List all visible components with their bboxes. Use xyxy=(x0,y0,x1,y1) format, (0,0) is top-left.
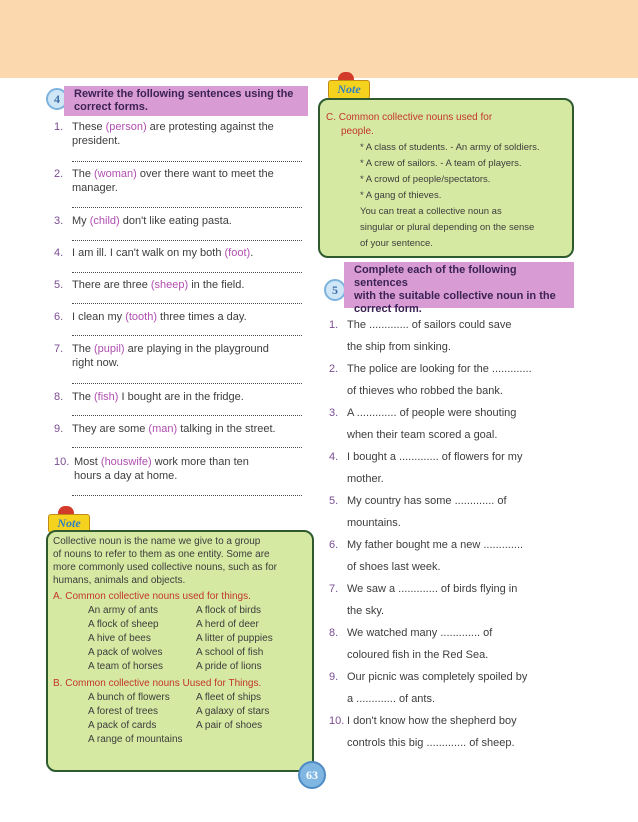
item-number: 8. xyxy=(54,391,64,403)
highlight-word: (child) xyxy=(89,215,120,227)
item-number: 3. xyxy=(329,407,339,419)
item-text: My xyxy=(72,215,90,227)
item-text: These xyxy=(72,121,106,133)
section-b-heading: B. Common collective nouns Uused for Things. xyxy=(53,678,262,689)
item-text: We watched many ............. of xyxy=(347,627,493,639)
item-text: talking in the street. xyxy=(177,423,276,435)
item-number: 7. xyxy=(329,583,339,595)
item-text: A ............. of people were shouting xyxy=(347,407,517,419)
page-number: 63 xyxy=(298,761,326,789)
item-text: of thieves who robbed the bank. xyxy=(347,385,503,397)
note-label: Note xyxy=(48,514,90,533)
answer-line[interactable] xyxy=(72,239,302,241)
item-number: 2. xyxy=(54,168,64,180)
collective-noun: A flock of sheep xyxy=(88,619,159,630)
item-text: controls this big ............. of sheep. xyxy=(347,737,515,749)
answer-line[interactable] xyxy=(72,271,302,273)
note-text: * A gang of thieves. xyxy=(360,190,442,201)
highlight-word: (person) xyxy=(105,121,147,133)
collective-noun: A pair of shoes xyxy=(196,720,263,731)
item-number: 8. xyxy=(329,627,339,639)
item-text: right now. xyxy=(72,357,120,369)
item-number: 10. xyxy=(54,456,70,468)
collective-noun: A pack of cards xyxy=(88,720,157,731)
item-number: 7. xyxy=(54,343,64,355)
item-number: 9. xyxy=(54,423,64,435)
collective-noun: A team of horses xyxy=(88,661,164,672)
note-label: Note xyxy=(328,80,370,99)
answer-line[interactable] xyxy=(72,382,302,384)
note-text: singular or plural depending on the sense xyxy=(360,222,535,233)
collective-noun: A hive of bees xyxy=(88,633,151,644)
item-text: There are three xyxy=(72,279,151,291)
item-text: of shoes last week. xyxy=(347,561,441,573)
item-number: 5. xyxy=(329,495,339,507)
note-text: of your sentence. xyxy=(360,238,433,249)
item-number: 5. xyxy=(54,279,64,291)
item-text: when their team scored a goal. xyxy=(347,429,498,441)
item-text: Most xyxy=(74,456,101,468)
highlight-word: (houswife) xyxy=(100,456,152,468)
collective-noun: A pride of lions xyxy=(196,661,262,672)
collective-noun: A school of fish xyxy=(196,647,264,658)
note-text: of nouns to refer to them as one entity. Some are xyxy=(53,549,270,560)
collective-noun: An army of ants xyxy=(88,605,159,616)
item-number: 1. xyxy=(329,319,339,331)
item-number: 4. xyxy=(54,247,64,259)
item-text: over there want to meet the xyxy=(136,168,274,180)
item-number: 3. xyxy=(54,215,64,227)
item-text: The ............. of sailors could save xyxy=(347,319,512,331)
exercise-4-number: 4 xyxy=(46,88,68,110)
item-text: We saw a ............. of birds flying in xyxy=(347,583,518,595)
exercise-5-heading-line: with the suitable collective noun in the xyxy=(354,290,556,302)
highlight-word: (tooth) xyxy=(125,311,157,323)
item-text: My father bought me a new ............. xyxy=(347,539,524,551)
collective-noun: A flock of birds xyxy=(196,605,262,616)
item-text: I bought are in the fridge. xyxy=(118,391,244,403)
item-number: 4. xyxy=(329,451,339,463)
exercise-5-heading-line: correct form. xyxy=(354,303,422,315)
exercise-5-number: 5 xyxy=(324,279,346,301)
item-text: The xyxy=(72,343,95,355)
item-text: president. xyxy=(72,135,121,147)
item-text: coloured fish in the Red Sea. xyxy=(347,649,489,661)
answer-line[interactable] xyxy=(72,160,302,162)
item-text: I bought a ............. of flowers for my xyxy=(347,451,523,463)
answer-line[interactable] xyxy=(72,334,302,336)
item-text: in the field. xyxy=(188,279,245,291)
item-text: mountains. xyxy=(347,517,401,529)
note-text: Collective noun is the name we give to a group xyxy=(53,536,261,547)
note-text: You can treat a collective noun as xyxy=(360,206,502,217)
collective-noun: A range of mountains xyxy=(88,734,183,745)
item-text: My country has some ............. of xyxy=(347,495,507,507)
item-text: The police are looking for the ............. xyxy=(347,363,532,375)
item-text: are protesting against the xyxy=(146,121,274,133)
highlight-word: (pupil) xyxy=(94,343,125,355)
answer-line[interactable] xyxy=(72,206,302,208)
note-text: humans, animals and objects. xyxy=(53,575,186,586)
item-text: a ............. of ants. xyxy=(347,693,436,705)
section-c-heading: people. xyxy=(341,126,374,137)
answer-line[interactable] xyxy=(72,494,302,496)
section-c-heading: C. Common collective nouns used for xyxy=(326,112,493,123)
section-a-heading: A. Common collective nouns used for things. xyxy=(53,591,251,602)
item-text: Our picnic was completely spoiled by xyxy=(347,671,528,683)
collective-noun: A galaxy of stars xyxy=(196,706,270,717)
highlight-word: (foot) xyxy=(224,247,251,259)
collective-noun: A forest of trees xyxy=(88,706,159,717)
item-text: work more than ten xyxy=(151,456,249,468)
item-text: don't like eating pasta. xyxy=(119,215,232,227)
answer-line[interactable] xyxy=(72,302,302,304)
item-number: 2. xyxy=(329,363,339,375)
answer-line[interactable] xyxy=(72,446,302,448)
item-number: 6. xyxy=(54,311,64,323)
collective-noun: A litter of puppies xyxy=(196,633,273,644)
item-number: 1. xyxy=(54,121,64,133)
note-text: * A class of students. - An army of soldiers. xyxy=(360,142,540,153)
item-text: three times a day. xyxy=(156,311,247,323)
item-number: 10. xyxy=(329,715,345,727)
note-text: more commonly used collective nouns, such as for xyxy=(53,562,277,573)
exercise-4-heading-line2: correct forms. xyxy=(74,101,148,113)
collective-noun: A bunch of flowers xyxy=(88,692,170,703)
note-badge xyxy=(46,510,88,532)
collective-noun: A fleet of ships xyxy=(196,692,262,703)
item-text: They are some xyxy=(72,423,149,435)
exercise-5-heading-line: Complete each of the following sentences xyxy=(354,264,517,289)
item-text: the ship from sinking. xyxy=(347,341,451,353)
collective-noun: A pack of wolves xyxy=(88,647,163,658)
item-number: 9. xyxy=(329,671,339,683)
item-text: manager. xyxy=(72,182,118,194)
item-text: The xyxy=(72,391,95,403)
note-text: * A crowd of people/spectators. xyxy=(360,174,491,185)
item-text: hours a day at home. xyxy=(74,470,178,482)
item-text: The xyxy=(72,168,95,180)
highlight-word: (sheep) xyxy=(150,279,189,291)
item-text: mother. xyxy=(347,473,384,485)
item-text: . xyxy=(250,247,254,259)
exercise-5-list xyxy=(329,0,599,760)
highlight-word: (fish) xyxy=(94,391,119,403)
highlight-word: (man) xyxy=(148,423,178,435)
highlight-word: (woman) xyxy=(94,168,137,180)
item-text: I am ill. I can't walk on my both xyxy=(72,247,225,259)
item-text: the sky. xyxy=(347,605,385,617)
answer-line[interactable] xyxy=(72,414,302,416)
exercise-4-heading-line1: Rewrite the following sentences using the xyxy=(74,88,294,100)
item-text: are playing in the playground xyxy=(124,343,269,355)
item-number: 6. xyxy=(329,539,339,551)
collective-noun: A herd of deer xyxy=(196,619,259,630)
exercise-4-list xyxy=(54,0,310,510)
item-text: I clean my xyxy=(72,311,126,323)
item-text: I don't know how the shepherd boy xyxy=(347,715,517,727)
note-text: * A crew of sailors. - A team of players. xyxy=(360,158,522,169)
